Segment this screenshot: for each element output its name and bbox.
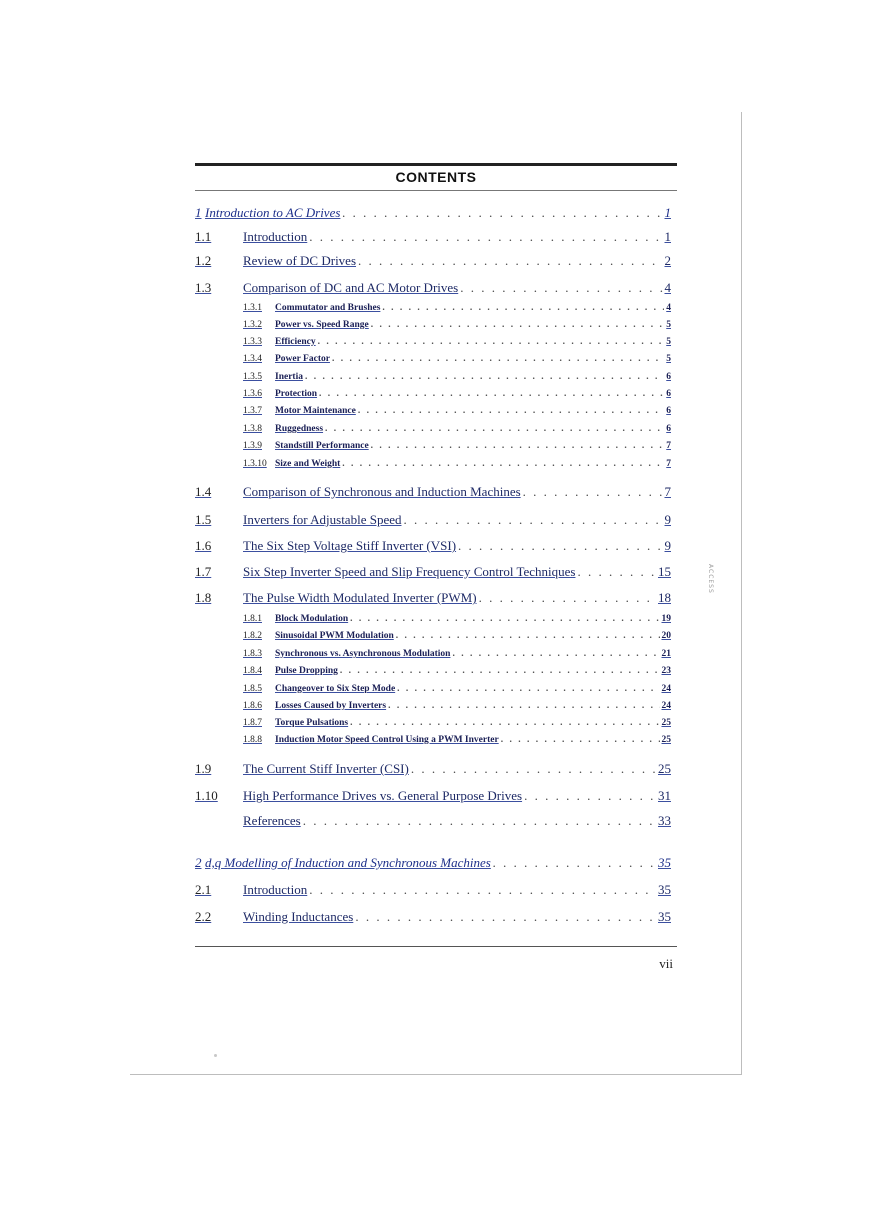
toc-entry-title[interactable]: High Performance Drives vs. General Purpose Drives: [243, 788, 523, 803]
page-title: CONTENTS: [395, 169, 477, 185]
toc-entry-page[interactable]: 7: [666, 459, 671, 469]
toc-entry-1-7[interactable]: [195, 564, 671, 580]
toc-entry-number: 1.2: [195, 253, 212, 268]
toc-entry-title[interactable]: Inverters for Adjustable Speed: [243, 512, 402, 527]
dot-leader: [577, 564, 656, 580]
dot-leader: [305, 372, 664, 382]
toc-entry-number: 1.8.5: [243, 684, 262, 694]
dot-leader: [342, 459, 664, 469]
dot-leader: [501, 735, 660, 745]
toc-entry-1-3-1[interactable]: [195, 303, 671, 313]
toc-entry-page[interactable]: 35: [658, 855, 671, 870]
toc-entry-1-6[interactable]: [195, 538, 671, 554]
toc-entry-page[interactable]: 4: [664, 280, 671, 295]
toc-entry-number: 1.4: [195, 484, 212, 499]
toc-entry-title[interactable]: Ruggedness: [275, 424, 324, 434]
page-border-bottom: [130, 1074, 742, 1075]
toc-entry-number: 1.3.7: [243, 406, 262, 416]
toc-entry-page[interactable]: 35: [658, 909, 671, 924]
toc-entry-title[interactable]: Torque Pulsations: [275, 718, 349, 728]
toc-entry-page[interactable]: 15: [658, 564, 671, 579]
toc-entry-title[interactable]: Review of DC Drives: [243, 253, 357, 268]
dot-leader: [371, 320, 664, 330]
toc-entry-1-3-2[interactable]: [195, 320, 671, 330]
dot-leader: [493, 855, 656, 871]
toc-entry-number: 1.8.3: [243, 649, 262, 659]
toc-entry-1-8-3[interactable]: [195, 649, 671, 659]
toc-entry-1-3[interactable]: [195, 280, 671, 296]
toc-entry-1-2[interactable]: [195, 253, 671, 269]
dot-leader: [319, 389, 664, 399]
toc-entry-number: 1.6: [195, 538, 212, 553]
toc-entry-title[interactable]: Pulse Dropping: [275, 666, 338, 676]
toc-entry-1-3-5[interactable]: [195, 372, 671, 382]
toc-entry-title[interactable]: Size and Weight: [275, 459, 341, 469]
toc-entry-2[interactable]: [195, 855, 671, 871]
toc-entry-1-3-7[interactable]: [195, 406, 671, 416]
toc-entry-number: 1.3.6: [243, 389, 262, 399]
top-rule: [195, 163, 677, 166]
toc-entry-page[interactable]: 6: [666, 424, 671, 434]
dot-leader: [460, 280, 662, 296]
dot-leader: [318, 337, 665, 347]
dot-leader: [411, 761, 656, 777]
toc-entry-page[interactable]: 31: [658, 788, 671, 803]
toc-entry-page[interactable]: 5: [666, 320, 671, 330]
toc-entry-page[interactable]: 21: [661, 649, 671, 659]
dot-leader: [479, 590, 656, 606]
side-stamp: ACCESS: [707, 564, 714, 594]
dot-leader: [396, 631, 660, 641]
toc-entry-1-5[interactable]: [195, 512, 671, 528]
dot-leader: [458, 538, 662, 554]
toc-entry-page[interactable]: 33: [658, 813, 671, 828]
toc-entry-number: 1.8.7: [243, 718, 262, 728]
toc-entry-2-1[interactable]: [195, 882, 671, 898]
dot-leader: [382, 303, 664, 313]
toc-entry-number: 1.3.4: [243, 354, 262, 364]
toc-entry-number: 1.3: [195, 280, 212, 295]
toc-entry-1[interactable]: [195, 205, 671, 221]
toc-entry-number: 1.8.6: [243, 701, 262, 711]
dot-leader: [355, 909, 656, 925]
toc-entry-1-8-6[interactable]: [195, 701, 671, 711]
toc-entry-1-8-5[interactable]: [195, 684, 671, 694]
toc-entry-1-3-8[interactable]: [195, 424, 671, 434]
toc-entry-page[interactable]: 7: [666, 441, 671, 451]
toc-entry-number: 1: [195, 205, 202, 220]
toc-entry-title[interactable]: Power vs. Speed Range: [275, 320, 369, 330]
dot-leader: [403, 512, 662, 528]
toc-entry-page[interactable]: 24: [661, 701, 671, 711]
toc-entry-number: 1.3.2: [243, 320, 262, 330]
toc-entry-title[interactable]: Winding Inductances: [243, 909, 354, 924]
toc-entry-number: 1.8.8: [243, 735, 262, 745]
toc-entry-1-10[interactable]: [195, 788, 671, 804]
toc-entry-page[interactable]: 9: [664, 538, 671, 553]
toc-entry-1-1[interactable]: [195, 229, 671, 245]
toc-entry-page[interactable]: 35: [658, 882, 671, 897]
dot-leader: [309, 882, 656, 898]
toc-entry-number: 2.1: [195, 882, 212, 897]
toc-entry-1-8[interactable]: [195, 590, 671, 606]
toc-entry-page[interactable]: 6: [666, 406, 671, 416]
dot-leader: [397, 684, 659, 694]
toc-entry-number: 1.5: [195, 512, 212, 527]
toc-entry-references[interactable]: [195, 813, 671, 829]
toc-entry-1-4[interactable]: [195, 484, 671, 500]
toc-entry-1-8-4[interactable]: [195, 666, 671, 676]
toc-entry-1-8-7[interactable]: [195, 718, 671, 728]
dot-leader: [452, 649, 659, 659]
toc-entry-number: 1.8.4: [243, 666, 262, 676]
dot-leader: [350, 718, 659, 728]
toc-entry-title[interactable]: Introduction: [243, 229, 308, 244]
toc-entry-number: 1.8: [195, 590, 212, 605]
dot-leader: [332, 354, 664, 364]
toc-entry-1-8-2[interactable]: [195, 631, 671, 641]
toc-entry-page[interactable]: 6: [666, 372, 671, 382]
toc-entry-number: 1.7: [195, 564, 212, 579]
dot-leader: [358, 406, 664, 416]
dot-leader: [325, 424, 664, 434]
dot-leader: [342, 205, 662, 221]
toc-entry-page[interactable]: 5: [666, 354, 671, 364]
toc-entry-title[interactable]: The Current Stiff Inverter (CSI): [243, 761, 409, 776]
toc-entry-number: 1.10: [195, 788, 218, 803]
toc-entry-number: 1.9: [195, 761, 212, 776]
toc-entry-title[interactable]: Efficiency: [275, 337, 316, 347]
toc-entry-1-8-8[interactable]: [195, 735, 671, 745]
toc-entry-page[interactable]: 25: [661, 735, 671, 745]
toc-entry-page[interactable]: 5: [666, 337, 671, 347]
toc-entry-1-3-9[interactable]: [195, 441, 671, 451]
toc-entry-number: 1.3.9: [243, 441, 262, 451]
toc-entry-number: 1.3.10: [243, 459, 267, 469]
dot-leader: [303, 813, 656, 829]
toc-entry-number: 1.3.8: [243, 424, 262, 434]
toc-entry-title[interactable]: d,q Modelling of Induction and Synchronous Machines: [205, 855, 491, 870]
toc-entry-2-2[interactable]: [195, 909, 671, 925]
toc-entry-page[interactable]: 9: [664, 512, 671, 527]
dot-leader: [523, 484, 663, 500]
dot-leader: [358, 253, 662, 269]
toc-entry-title[interactable]: Comparison of DC and AC Motor Drives: [243, 280, 459, 295]
title-rule: [195, 190, 677, 191]
toc-entry-page[interactable]: 19: [661, 614, 671, 624]
toc-entry-number: 1.8.1: [243, 614, 262, 624]
toc-entry-page[interactable]: 6: [666, 389, 671, 399]
page-number: vii: [659, 956, 673, 971]
toc-entry-title[interactable]: Standstill Performance: [275, 441, 369, 451]
dot-leader: [371, 441, 665, 451]
toc-entry-number: 2: [195, 855, 202, 870]
toc-entry-number: 1.3.5: [243, 372, 262, 382]
toc-entry-page[interactable]: 18: [658, 590, 671, 605]
bottom-rule: [195, 946, 677, 947]
toc-entry-1-3-3[interactable]: [195, 337, 671, 347]
toc-entry-1-9[interactable]: [195, 761, 671, 777]
toc-entry-number: 1.3.3: [243, 337, 262, 347]
toc-entry-page[interactable]: 1: [664, 229, 671, 244]
toc-entry-title[interactable]: Six Step Inverter Speed and Slip Frequency Control Techniques: [243, 564, 576, 579]
toc-entry-page[interactable]: 1: [664, 205, 671, 220]
toc-entry-title[interactable]: Introduction: [243, 882, 308, 897]
toc-entry-title[interactable]: Protection: [275, 389, 318, 399]
toc-entry-page[interactable]: 24: [661, 684, 671, 694]
toc-entry-title[interactable]: The Pulse Width Modulated Inverter (PWM): [243, 590, 477, 605]
toc-entry-page[interactable]: 20: [661, 631, 671, 641]
toc-entry-page[interactable]: 7: [664, 484, 671, 499]
toc-entry-title[interactable]: Changeover to Six Step Mode: [275, 684, 396, 694]
toc-entry-1-3-10[interactable]: [195, 459, 671, 469]
toc-entry-title[interactable]: Introduction to AC Drives: [205, 205, 341, 220]
toc-entry-title[interactable]: Motor Maintenance: [275, 406, 356, 416]
toc-entry-page[interactable]: 2: [664, 253, 671, 268]
page-border-right: [741, 112, 742, 1074]
toc-entry-title[interactable]: The Six Step Voltage Stiff Inverter (VSI): [243, 538, 457, 553]
toc-entry-title[interactable]: Power Factor: [275, 354, 330, 364]
toc-entry-title[interactable]: Commutator and Brushes: [275, 303, 381, 313]
toc-entry-title[interactable]: Block Modulation: [275, 614, 349, 624]
toc-entry-page[interactable]: 23: [661, 666, 671, 676]
toc-entry-title[interactable]: Synchronous vs. Asynchronous Modulation: [275, 649, 451, 659]
scan-speck: [214, 1054, 217, 1057]
toc-entry-title[interactable]: Losses Caused by Inverters: [275, 701, 387, 711]
toc-entry-1-3-6[interactable]: [195, 389, 671, 399]
dot-leader: [309, 229, 662, 245]
dot-leader: [350, 614, 659, 624]
dot-leader: [340, 666, 660, 676]
toc-entry-title[interactable]: Induction Motor Speed Control Using a PWM Inverter: [275, 735, 499, 745]
toc-entry-1-8-1[interactable]: [195, 614, 671, 624]
toc-entry-title[interactable]: References: [243, 813, 301, 828]
toc-entry-number: 1.1: [195, 229, 212, 244]
toc-entry-number: 1.3.1: [243, 303, 262, 313]
dot-leader: [524, 788, 656, 804]
toc-entry-1-3-4[interactable]: [195, 354, 671, 364]
dot-leader: [388, 701, 659, 711]
toc-entry-page[interactable]: 4: [666, 303, 671, 313]
toc-entry-title[interactable]: Comparison of Synchronous and Induction Machines: [243, 484, 521, 499]
toc-entry-title[interactable]: Inertia: [275, 372, 303, 382]
toc-entry-number: 1.8.2: [243, 631, 262, 641]
toc-entry-page[interactable]: 25: [658, 761, 671, 776]
toc-entry-number: 2.2: [195, 909, 212, 924]
toc-entry-page[interactable]: 25: [661, 718, 671, 728]
toc-entry-title[interactable]: Sinusoidal PWM Modulation: [275, 631, 394, 641]
